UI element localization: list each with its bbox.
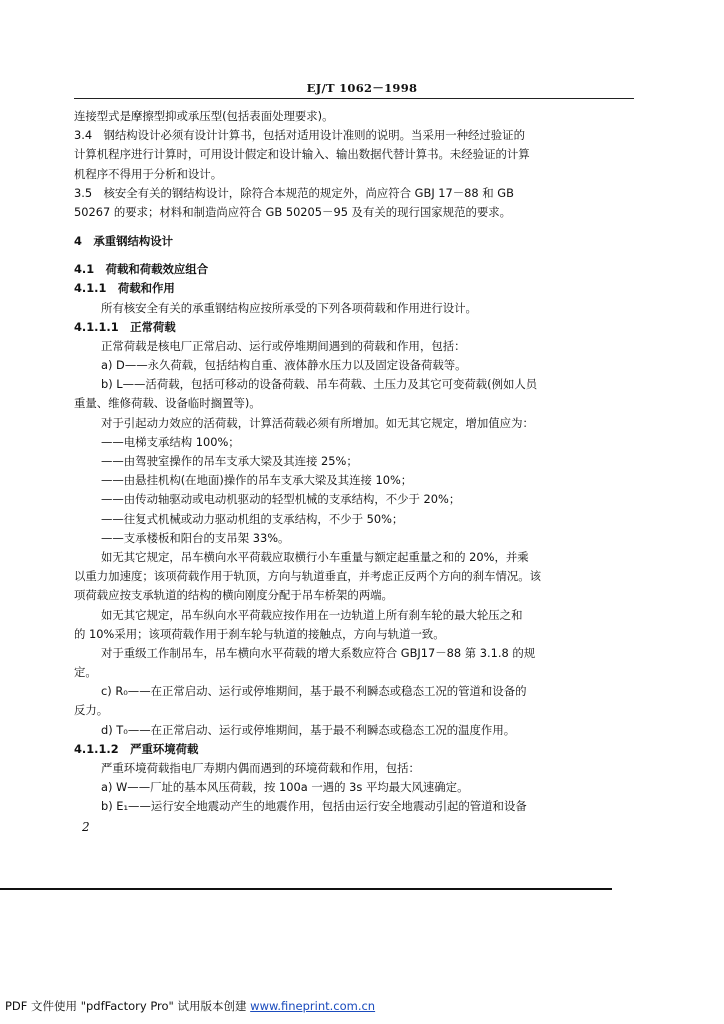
dash-item: ——往复式机械或动力驱动机组的支承结构，不少于 50%； bbox=[101, 511, 404, 526]
footer-text: PDF 文件使用 "pdfFactory Pro" 试用版本创建 bbox=[5, 999, 251, 1013]
text-line: 以重力加速度；该项荷载作用于轨顶，方向与轨道垂直，并考虑正反两个方向的刹车情况。该 bbox=[74, 569, 542, 584]
document-body bbox=[74, 107, 634, 817]
list-item-d: d) T₀——在正常启动、运行或停堆期间，基于最不利瞬态或稳态工况的温度作用。 bbox=[101, 722, 516, 737]
heading-4-1-1-1: 4.1.1.1 正常荷载 bbox=[74, 319, 176, 334]
text-line: 如无其它规定，吊车横向水平荷载应取横行小车重量与额定起重量之和的 20%，并乘 bbox=[101, 549, 529, 564]
text-line: 重量、维修荷载、设备临时搁置等)。 bbox=[74, 396, 261, 411]
dash-item: ——由传动轴驱动或电动机驱动的轻型机械的支承结构，不少于 20%； bbox=[101, 492, 461, 507]
text-line: 所有核安全有关的承重钢结构应按所承受的下列各项荷载和作用进行设计。 bbox=[101, 300, 477, 315]
section-heading-4: 4 承重钢结构设计 bbox=[74, 234, 174, 249]
page-number: 2 bbox=[82, 820, 90, 834]
dash-item: ——支承楼板和阳台的支吊架 33%。 bbox=[101, 530, 290, 545]
text-line: 反力。 bbox=[74, 703, 109, 718]
dash-item: ——由悬挂机构(在地面)操作的吊车支承大梁及其连接 10%； bbox=[101, 473, 413, 488]
document-code-header: EJ/T 1062－1998 bbox=[306, 81, 418, 95]
text-line: 50267 的要求；材料和制造尚应符合 GB 50205－95 及有关的现行国家规范的要求。 bbox=[74, 204, 512, 219]
text-line: 连接型式是摩擦型抑或承压型(包括表面处理要求)。 bbox=[74, 109, 334, 123]
list-item-b: b) E₁——运行安全地震动产生的地震作用，包括由运行安全地震动引起的管道和设备 bbox=[101, 799, 527, 814]
heading-4-1-1-2: 4.1.1.2 严重环境荷载 bbox=[74, 741, 199, 756]
text-line: 正常荷载是核电厂正常启动、运行或停堆期间遇到的荷载和作用，包括： bbox=[101, 338, 466, 353]
list-item-a: a) W——厂址的基本风压荷载，按 100a 一遇的 3s 平均最大风速确定。 bbox=[101, 780, 469, 795]
clause-3-5: 3.5 核安全有关的钢结构设计，除符合本规范的规定外，尚应符合 GBJ 17－88 和 GB bbox=[74, 185, 514, 200]
list-item-b: b) L——活荷载，包括可移动的设备荷载、吊车荷载、土压力及其它可变荷载(例如人员 bbox=[101, 377, 538, 392]
heading-4-1: 4.1 荷载和荷载效应组合 bbox=[74, 262, 209, 277]
text-line: 严重环境荷载指电厂寿期内偶而遇到的环境荷载和作用，包括： bbox=[101, 761, 420, 775]
dash-item: ——由驾驶室操作的吊车支承大梁及其连接 25%； bbox=[101, 454, 358, 468]
text-line: 定。 bbox=[74, 665, 97, 680]
text-line: 的 10%采用；该项荷载作用于刹车轮与轨道的接触点，方向与轨道一致。 bbox=[74, 626, 445, 641]
clause-3-4: 3.4 钢结构设计必须有设计计算书，包括对适用设计准则的说明。当采用一种经过验证的 bbox=[74, 128, 525, 143]
list-item-a: a) D——永久荷载，包括结构自重、液体静水压力以及固定设备荷载等。 bbox=[101, 358, 467, 373]
text-line: 机程序不得用于分析和设计。 bbox=[74, 166, 223, 181]
text-line: 对于重级工作制吊车，吊车横向水平荷载的增大系数应符合 GBJ17－88 第 3.1.8 的规 bbox=[101, 645, 536, 660]
text-line: 对于引起动力效应的活荷载，计算活荷载必须有所增加。如无其它规定，增加值应为： bbox=[101, 415, 534, 430]
header-rule bbox=[74, 98, 634, 99]
text-line: 项荷载应按支承轨道的结构的横向刚度分配于吊车桥架的两端。 bbox=[74, 588, 393, 603]
pdf-watermark-footer bbox=[5, 998, 375, 1014]
list-item-c: c) R₀——在正常启动、运行或停堆期间，基于最不利瞬态或稳态工况的管道和设备的 bbox=[101, 684, 527, 699]
footer-link[interactable]: www.fineprint.com.cn bbox=[250, 999, 376, 1013]
heading-4-1-1: 4.1.1 荷载和作用 bbox=[74, 281, 175, 296]
text-line: 如无其它规定，吊车纵向水平荷载应按作用在一边轨道上所有刹车轮的最大轮压之和 bbox=[101, 607, 523, 622]
text-line: 计算机程序进行计算时，可用设计假定和设计输入、输出数据代替计算书。未经验证的计算 bbox=[74, 147, 530, 162]
dash-item: ——电梯支承结构 100%； bbox=[101, 434, 240, 449]
footer-rule bbox=[0, 888, 612, 890]
